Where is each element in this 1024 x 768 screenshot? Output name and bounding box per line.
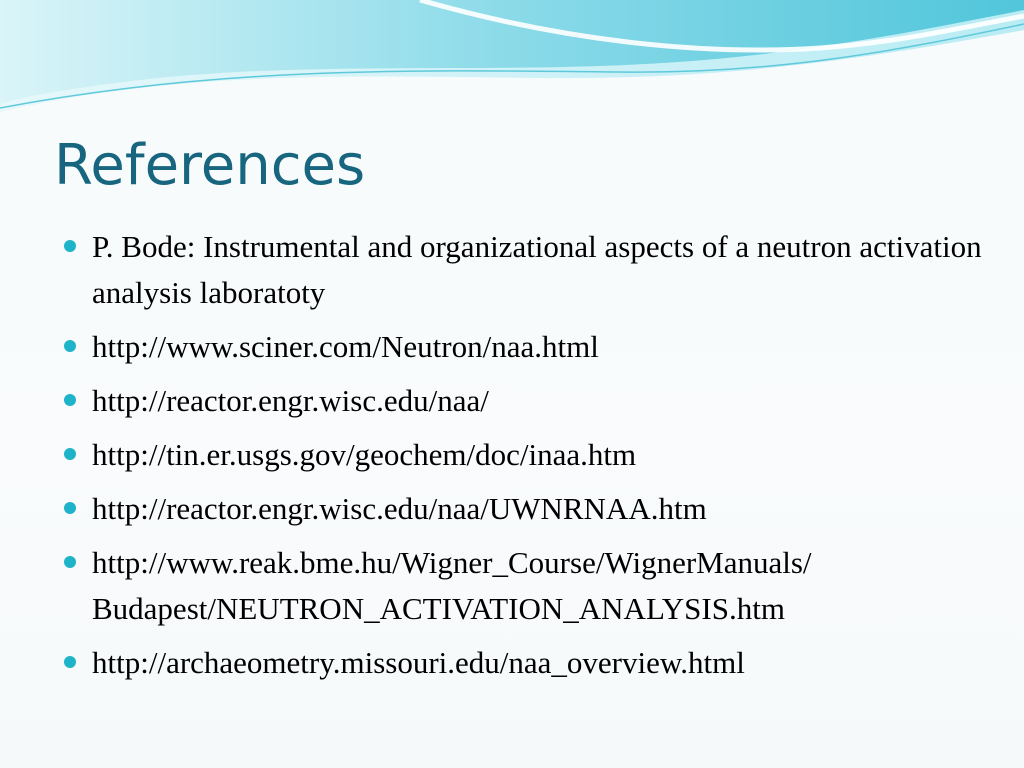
- reference-text: http://archaeometry.missouri.edu/naa_overview.html: [92, 645, 745, 680]
- bullet-icon: [64, 240, 76, 252]
- reference-item-2: [62, 324, 982, 370]
- reference-item-4: [62, 432, 982, 478]
- reference-text: http://reactor.engr.wisc.edu/naa/: [92, 383, 489, 418]
- page-title: References: [54, 133, 366, 198]
- bullet-icon: [64, 340, 76, 352]
- reference-text: P. Bode: Instrumental and organizational aspects of a neutron activation analysis laboratoty: [92, 229, 982, 310]
- reference-text: http://www.reak.bme.hu/Wigner_Course/WignerManuals/ Budapest/NEUTRON_ACTIVATION_ANALYSIS.htm: [92, 545, 812, 626]
- bullet-icon: [64, 656, 76, 668]
- reference-text: http://tin.er.usgs.gov/geochem/doc/inaa.htm: [92, 437, 637, 472]
- header-wave-decoration: [0, 0, 1024, 120]
- reference-item-6: [62, 540, 982, 632]
- reference-text: http://reactor.engr.wisc.edu/naa/UWNRNAA.htm: [92, 491, 707, 526]
- reference-item-3: [62, 378, 982, 424]
- reference-item-7: [62, 640, 982, 686]
- reference-text: http://www.sciner.com/Neutron/naa.html: [92, 329, 599, 364]
- reference-list: [62, 224, 982, 694]
- reference-item-5: [62, 486, 982, 532]
- reference-item-1: [62, 224, 982, 316]
- bullet-icon: [64, 502, 76, 514]
- bullet-icon: [64, 448, 76, 460]
- bullet-icon: [64, 394, 76, 406]
- bullet-icon: [64, 556, 76, 568]
